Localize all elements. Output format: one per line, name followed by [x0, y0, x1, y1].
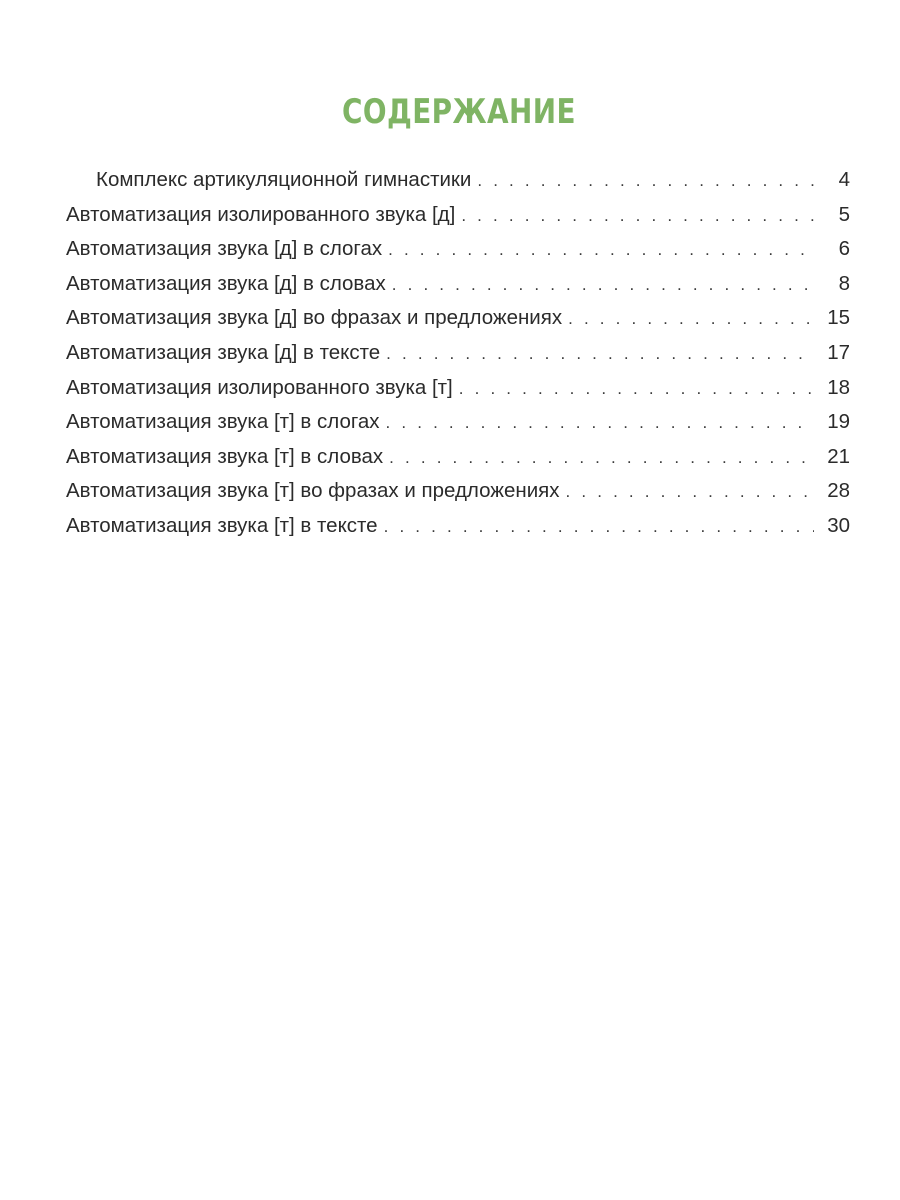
toc-entry[interactable] — [66, 479, 850, 514]
dot-leader — [386, 413, 814, 433]
dot-leader — [477, 171, 814, 191]
toc-entry-page: 17 — [827, 340, 850, 364]
toc-entry-label: Автоматизация изолированного звука [д] — [66, 202, 456, 226]
toc-entry[interactable] — [66, 445, 850, 480]
toc-entry-page: 19 — [827, 410, 850, 434]
toc-entry[interactable] — [66, 514, 850, 549]
dot-leader — [392, 275, 814, 295]
dot-leader — [566, 482, 814, 502]
dot-leader — [389, 448, 814, 468]
dot-leader — [568, 309, 814, 329]
table-of-contents — [66, 168, 850, 549]
toc-entry-page: 18 — [827, 375, 850, 399]
toc-entry-label: Автоматизация изолированного звука [т] — [66, 375, 453, 399]
toc-entry-label: Автоматизация звука [д] в тексте — [66, 340, 381, 364]
dot-leader — [384, 517, 814, 537]
toc-entry-label: Автоматизация звука [д] в слогах — [66, 237, 383, 261]
toc-entry[interactable] — [66, 410, 850, 445]
toc-entry-label: Автоматизация звука [т] в тексте — [66, 513, 378, 537]
toc-entry[interactable] — [66, 376, 850, 411]
toc-entry[interactable] — [66, 203, 850, 238]
dot-leader — [461, 206, 814, 226]
toc-entry[interactable] — [66, 272, 850, 307]
toc-entry-page: 5 — [838, 202, 850, 226]
toc-entry[interactable] — [66, 341, 850, 376]
toc-entry-page: 28 — [827, 479, 850, 503]
toc-entry-label: Автоматизация звука [т] в слогах — [66, 410, 380, 434]
toc-entry-page: 21 — [827, 444, 850, 468]
toc-entry-page: 4 — [838, 168, 850, 191]
dot-leader — [386, 344, 814, 364]
toc-entry-label: Автоматизация звука [д] во фразах и предложениях — [66, 306, 563, 330]
dot-leader — [388, 240, 814, 260]
page-title: СОДЕРЖАНИЕ — [341, 92, 576, 132]
toc-entry-page: 30 — [827, 513, 850, 537]
toc-entry[interactable] — [66, 237, 850, 272]
toc-entry-label: Автоматизация звука [т] во фразах и предложениях — [66, 479, 560, 503]
dot-leader — [459, 379, 814, 399]
toc-entry-label: Автоматизация звука [т] в словах — [66, 444, 384, 468]
toc-entry-label: Автоматизация звука [д] в словах — [66, 271, 386, 295]
toc-entry[interactable] — [66, 306, 850, 341]
toc-entry-page: 6 — [838, 237, 850, 261]
toc-entry-label: Комплекс артикуляционной гимнастики — [96, 168, 472, 191]
toc-entry-page: 15 — [827, 306, 850, 330]
toc-entry-page: 8 — [838, 271, 850, 295]
toc-entry[interactable] — [66, 168, 850, 203]
